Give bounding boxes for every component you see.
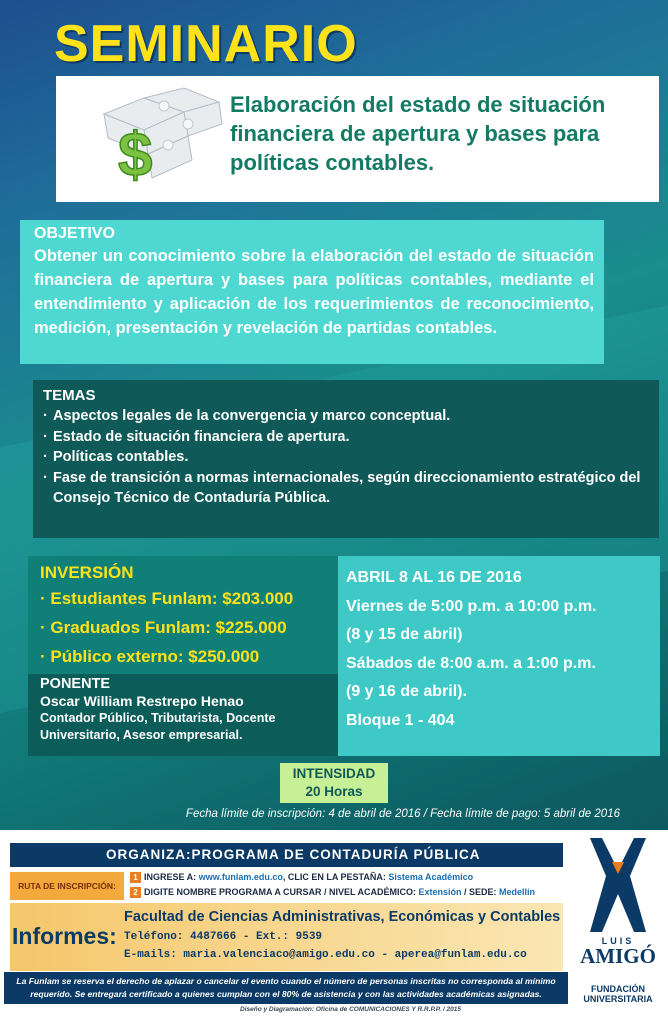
temas-section xyxy=(33,380,659,538)
ruta-step-1: 1 INGRESE A: www.funlam.edu.co, CLIC EN LA PESTAÑA: Sistema Académico xyxy=(130,872,473,886)
emails-text: E-mails: maria.valenciaco@amigo.edu.co - aperea@funlam.edu.co xyxy=(124,949,527,961)
puzzle-dollar-icon xyxy=(84,84,224,192)
price-graduados: · Graduados Funlam: $225.000 xyxy=(40,618,287,637)
fechas-section xyxy=(338,556,660,756)
intensidad-badge xyxy=(280,763,388,803)
price-estudiantes: · Estudiantes Funlam: $203.000 xyxy=(40,589,294,608)
intensidad-label: INTENSIDAD xyxy=(292,766,376,781)
ponente-name: Oscar William Restrepo Henao xyxy=(40,693,244,709)
seminar-subtitle: Elaboración del estado de situación financiera de apertura y bases para políticas contables. xyxy=(230,92,606,175)
svg-text:$: $ xyxy=(118,121,153,190)
logo-emblem-icon xyxy=(572,832,664,936)
fecha-line: (8 y 15 de abril) xyxy=(346,626,463,643)
inversion-label: INVERSIÓN xyxy=(40,563,134,582)
luis-amigo-logo xyxy=(572,832,664,1012)
fecha-line: (9 y 16 de abril). xyxy=(346,683,467,700)
list-item: · Políticas contables. xyxy=(43,449,189,465)
funlam-link[interactable]: www.funlam.edu.co xyxy=(198,872,283,882)
ruta-step-2: 2 DIGITE NOMBRE PROGRAMA A CURSAR / NIVEL ACADÉMICO: Extensión / SEDE: Medellín xyxy=(130,887,535,901)
fecha-line: Viernes de 5:00 p.m. a 10:00 p.m. xyxy=(346,597,597,615)
facultad-name: Facultad de Ciencias Administrativas, Económicas y Contables xyxy=(124,909,561,925)
objetivo-section xyxy=(20,220,604,364)
informes-label: Informes: xyxy=(12,923,117,949)
informes-box xyxy=(10,903,563,971)
telefono-text: Teléfono: 4487666 - Ext.: 9539 xyxy=(124,931,323,943)
temas-list xyxy=(43,406,649,509)
inversion-section xyxy=(28,556,338,674)
ruta-label: RUTA DE INSCRIPCIÓN: xyxy=(10,872,124,900)
fecha-line: Bloque 1 - 404 xyxy=(346,711,455,729)
step-number: 1 xyxy=(130,872,141,883)
list-item: · Aspectos legales de la convergencia y marco conceptual. xyxy=(43,408,451,424)
design-credits: Diseño y Diagramación: Oficina de COMUNICACIONES Y R.R.P.P. / 2015 xyxy=(240,1006,461,1013)
logo-fundacion: FUNDACIÓN UNIVERSITARIA xyxy=(583,984,653,1004)
list-item: · Estado de situación financiera de apertura. xyxy=(43,428,350,445)
ponente-desc: Contador Público, Tributarista, Docente xyxy=(40,711,276,725)
logo-luis: LUIS xyxy=(601,936,635,946)
objetivo-text: Obtener un conocimiento sobre la elaboración del estado de situación financiera de apertura y bases para políticas contables, mediante el entendimiento y aplicación de los requerimientos de reconocimiento, medición, presentación y revelación de partidas contables. xyxy=(34,247,594,337)
logo-amigo: AMIGÓ xyxy=(580,944,656,968)
poster-title: SEMINARIO xyxy=(54,15,358,73)
sistema-academico-tab: Sistema Académico xyxy=(388,872,474,882)
ponente-section xyxy=(28,674,338,756)
fecha-line: ABRIL 8 AL 16 DE 2016 xyxy=(346,569,522,586)
temas-label: TEMAS xyxy=(43,387,96,404)
objetivo-label: OBJETIVO xyxy=(34,225,115,242)
ponente-label: PONENTE xyxy=(40,676,111,692)
step-number: 2 xyxy=(130,887,141,898)
organiza-bar: ORGANIZA:PROGRAMA DE CONTADURÍA PÚBLICA xyxy=(10,843,563,867)
intensidad-value: 20 Horas xyxy=(305,784,363,799)
ruta-inscripcion xyxy=(10,869,563,903)
ponente-desc: Universitario, Asesor empresarial. xyxy=(40,728,243,742)
list-item: · Fase de transición a normas internacionales, según direccionamiento estratégico del Consejo Técnico de Contaduría Pública. xyxy=(43,469,641,506)
price-publico: · Público externo: $250.000 xyxy=(40,647,260,666)
deadlines-text: Fecha límite de inscripción: 4 de abril de 2016 / Fecha límite de pago: 5 abril de 2016 xyxy=(185,808,620,820)
header-box xyxy=(56,76,659,202)
fecha-line: Sábados de 8:00 a.m. a 1:00 p.m. xyxy=(346,654,596,672)
disclaimer-text: La Funlam se reserva el derecho de aplazar o cancelar el evento cuando el número de personas inscritas no corresponda al mínimo requerido. Se entregará certificado a quienes cumplan con el 80% de asistencia y con las actividades académicas asignadas. xyxy=(4,972,568,1004)
